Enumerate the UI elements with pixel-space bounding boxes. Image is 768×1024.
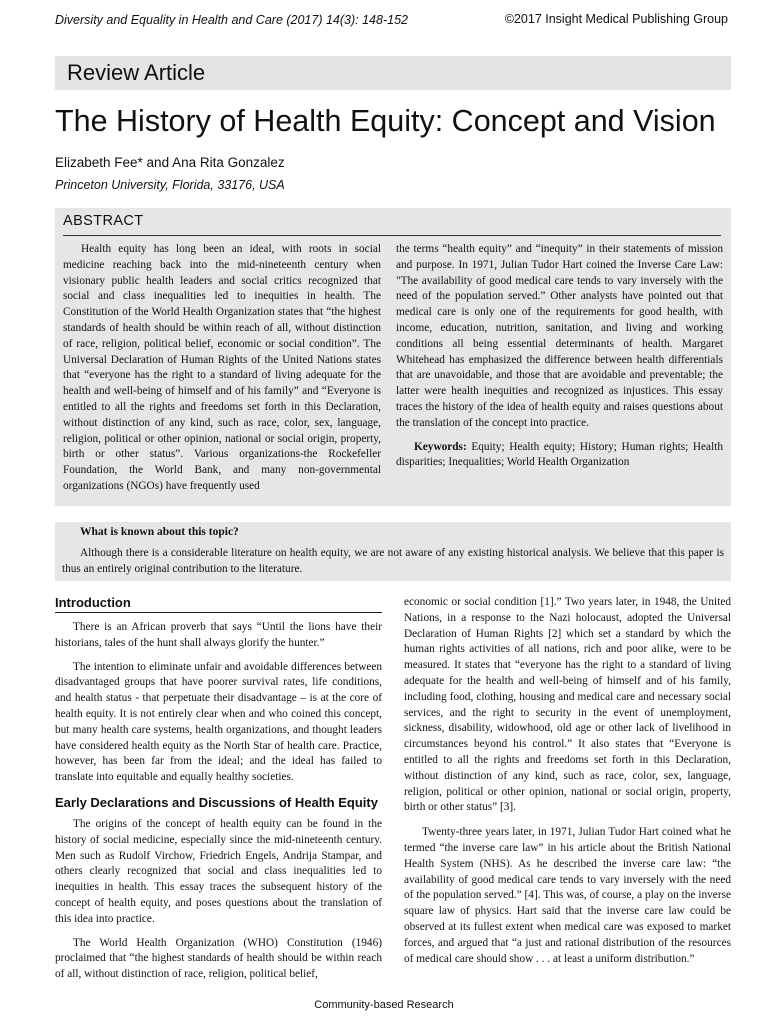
body-paragraph: economic or social condition [1].” Two years later, in 1948, the United Nations, in a response to the Nazi holocaust, adopted the Universal Declaration of Human Rights [2] which set a standard by which the human rights activities of all nations, rich and poor alike, were to be measured. It states that “everyone has the right to a standard of living adequate for the health and well-being of himself and of his family, including food, clothing, housing and medical care and necessary social services, and the right to security in the event of unemployment, sickness, disability, widowhood, old age or other lack of livelihood in circumstances beyond his control.” It also states that “Everyone is entitled to all the rights and freedoms set forth in this Declaration, without distinction of any kind, such as race, color, sex, language, religion, political or other opinion, national or social origin, property, birth or other status” [3].: [404, 596, 731, 814]
abstract-paragraph-2: the terms “health equity” and “inequity” in their statements of mission and purpose. In 1971, Julian Tudor Hart coined the Inverse Care Law: "The availability of good medical care tends to vary inversely with the need of the population served.” Other analysts have pointed out that medical care is only one of the requirements for good health, with income, education, nutrition, sanitation, and living and working conditions all being essential determinants of health. Margaret Whitehead has emphasized the difference between health differentials that are unavoidable, and those that are avoidable and preventable; the latter were health inequities and recognized as injustices. This essay traces the history of the idea of health equity and raises questions about the translation of the concept into practice.: [396, 243, 723, 429]
copyright-notice: ©2017 Insight Medical Publishing Group: [504, 12, 728, 26]
body-paragraph: The World Health Organization (WHO) Constitution (1946) proclaimed that “the highest standards of health should be within reach of all, without distinction of race, religion, political belief,: [55, 936, 382, 981]
abstract-heading: ABSTRACT: [63, 213, 144, 229]
article-title: The History of Health Equity: Concept and Vision: [55, 104, 716, 138]
early-declarations-heading: Early Declarations and Discussions of Health Equity: [55, 794, 378, 810]
article-type-banner: [55, 56, 731, 90]
body-paragraph: Twenty-three years later, in 1971, Julian Tudor Hart coined what he termed “the inverse care law” in his article about the British National Health System (NHS). As he described the inverse care law: “the availability of good medical care tends to vary inversely with the need of the population served.” [4]. This was, of course, a play on the inverse square law of physics. Hart said that the inverse care law could be observed at its fullest extent when medical care was exposed to market forces, and argued that “a just and rational distribution of the resources of medical care should show . . . at least a uniform distribution.”: [404, 826, 731, 965]
abstract-column-right: [396, 242, 723, 471]
keywords-label: Keywords:: [414, 440, 467, 453]
affiliation: Princeton University, Florida, 33176, USA: [55, 178, 285, 192]
abstract-column-left: [63, 242, 381, 495]
authors: Elizabeth Fee* and Ana Rita Gonzalez: [55, 155, 285, 170]
body-paragraph: There is an African proverb that says “Until the lions have their historians, tales of the hunt shall always glorify the hunter.”: [55, 621, 382, 649]
body-column-left: [55, 595, 382, 991]
keywords-list: Equity; Health equity; History; Human rights; Health disparities; Inequalities; World Health Organization: [396, 440, 723, 469]
journal-reference: Diversity and Equality in Health and Care (2017) 14(3): 148-152: [55, 13, 408, 27]
body-paragraph: The intention to eliminate unfair and avoidable differences between disadvantaged groups that have poorer survival rates, life conditions, and health status - that perpetuate their disadvantage – is at the core of health equity. It is not entirely clear when and who coined this concept, but many health care systems, health organizations, and thought leaders have considered health equity as the North Star of health care. Practice, however, has been far from the ideal; and the ideal has failed to translate into equitable and equally healthy societies.: [55, 660, 382, 784]
abstract-box: [55, 208, 731, 506]
keywords: [396, 440, 723, 472]
introduction-heading: Introduction: [55, 595, 382, 613]
body-column-right: [404, 595, 731, 976]
body-paragraph: The origins of the concept of health equity can be found in the history of social medicine, especially since the mid-nineteenth century. Men such as Rudolf Virchow, Friedrich Engels, Andrija Stampar, and others clearly recognized that social and class inequalities led to inequities in health. This essay traces the subsequent history of the concept of health equity, and poses questions about the translation of this idea into practice.: [55, 817, 382, 925]
article-type-label: Review Article: [67, 60, 206, 85]
known-topic-heading: What is known about this topic?: [80, 526, 239, 538]
known-topic-box: [55, 522, 731, 581]
abstract-paragraph-1: Health equity has long been an ideal, with roots in social medicine reaching back into the mid-nineteenth century when visionary public health leaders and social critics recognized that social and class inequalities led to inequities in health. The Constitution of the World Health Organization states that “the highest standards of health should be within reach of all, without distinction of race, religion, political belief, economic or social condition”. The Universal Declaration of Human Rights of the United Nations states that “everyone has the right to a standard of living adequate for the health and well-being of himself and of his family” and “Everyone is entitled to all the rights and freedoms set forth in this Declaration, without distinction of any kind, such as race, color, sex, language, religion, political or other opinion, national or social origin, property, birth or other status”. Various organizations-the Rockefeller Foundation, the World Bank, and many non-governmental organizations (NGOs) have frequently used: [63, 243, 381, 492]
page-footer: Community-based Research: [314, 999, 454, 1011]
abstract-divider: [63, 235, 721, 236]
known-topic-text: Although there is a considerable literature on health equity, we are not aware of any existing historical analysis. We believe that this paper is thus an entirely original contribution to the literature.: [62, 547, 724, 575]
